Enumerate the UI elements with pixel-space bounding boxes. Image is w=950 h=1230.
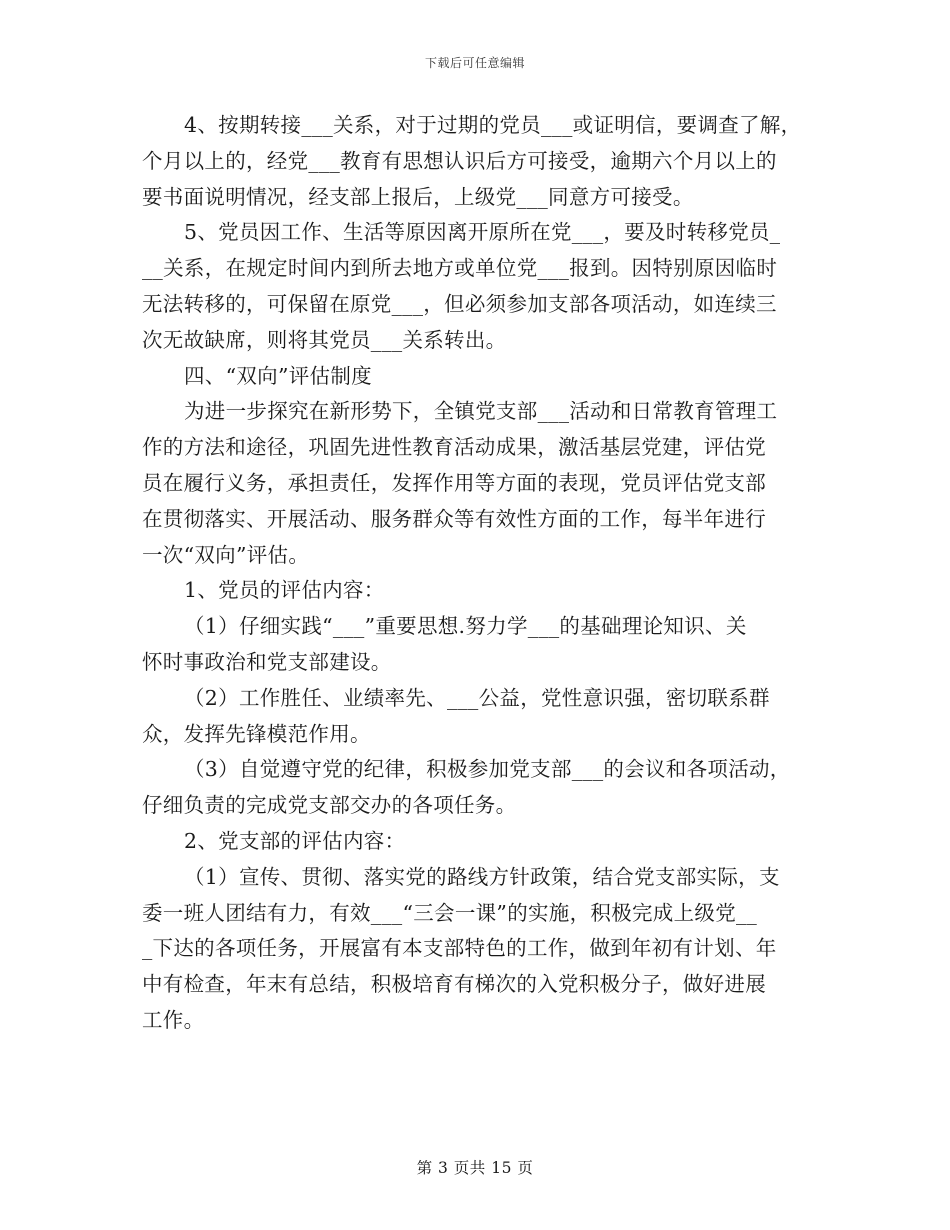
text-line: （1）宣传、贯彻、落实党的路线方针政策，结合党支部实际，支 bbox=[184, 864, 780, 889]
text-line: 4、按期转接___关系，对于过期的党员___或证明信，要调查了解， bbox=[184, 113, 802, 137]
text-line: 中有检查，年末有总结，积极培育有梯次的入党积极分子，做好进展 bbox=[142, 972, 766, 997]
text-line: 四、“双向”评估制度 bbox=[184, 363, 372, 388]
text-line: 5、党员因工作、生活等原因离开原所在党___，要及时转移党员_ bbox=[184, 220, 781, 245]
text-line: 作的方法和途径，巩固先进性教育活动成果，激活基层党建，评估党 bbox=[142, 435, 766, 460]
text-line: 个月以上的，经党___教育有思想认识后方可接受，逾期六个月以上的 bbox=[142, 148, 777, 173]
text-line: （1）仔细实践“___”重要思想.努力学___的基础理论知识、关 bbox=[184, 614, 747, 639]
text-line: （3）自觉遵守党的纪律，积极参加党支部___的会议和各项活动， bbox=[184, 757, 791, 782]
text-line: 要书面说明情况，经支部上报后，上级党___同意方可接受。 bbox=[142, 184, 694, 209]
page-header: 下载后可任意编辑 bbox=[424, 56, 525, 70]
text-line: 1、党员的评估内容： bbox=[184, 578, 385, 603]
text-line: 委一班人团结有力，有效___“三会一课”的实施，积极完成上级党__ bbox=[142, 900, 758, 925]
text-line: 怀时事政治和党支部建设。 bbox=[142, 649, 392, 674]
text-line: 众，发挥先锋模范作用。 bbox=[142, 721, 371, 746]
text-line: 次无故缺席，则将其党员___关系转出。 bbox=[142, 327, 507, 352]
text-line: （2）工作胜任、业绩率先、___公益，党性意识强，密切联系群 bbox=[184, 685, 770, 710]
text-line: 无法转移的，可保留在原党___，但必须参加支部各项活动，如连续三 bbox=[142, 291, 777, 316]
text-line: __关系，在规定时间内到所去地方或单位党___报到。因特别原因临时 bbox=[142, 256, 778, 281]
text-line: 员在履行义务，承担责任，发挥作用等方面的表现，党员评估党支部 bbox=[142, 470, 766, 495]
text-line: _下达的各项任务，开展富有本支部特色的工作，做到年初有计划、年 bbox=[142, 936, 777, 961]
text-line: 一次“双向”评估。 bbox=[142, 542, 310, 567]
page-number: 第 3 页共 15 页 bbox=[416, 1159, 534, 1177]
text-line: 2、党支部的评估内容： bbox=[184, 828, 406, 853]
text-line: 工作。 bbox=[142, 1007, 205, 1032]
text-line: 在贯彻落实、开展活动、服务群众等有效性方面的工作，每半年进行 bbox=[142, 506, 766, 531]
text-line: 为进一步探究在新形势下，全镇党支部___活动和日常教育管理工 bbox=[184, 399, 778, 424]
document-body bbox=[142, 108, 822, 1039]
text-line: 仔细负责的完成党支部交办的各项任务。 bbox=[142, 793, 517, 818]
